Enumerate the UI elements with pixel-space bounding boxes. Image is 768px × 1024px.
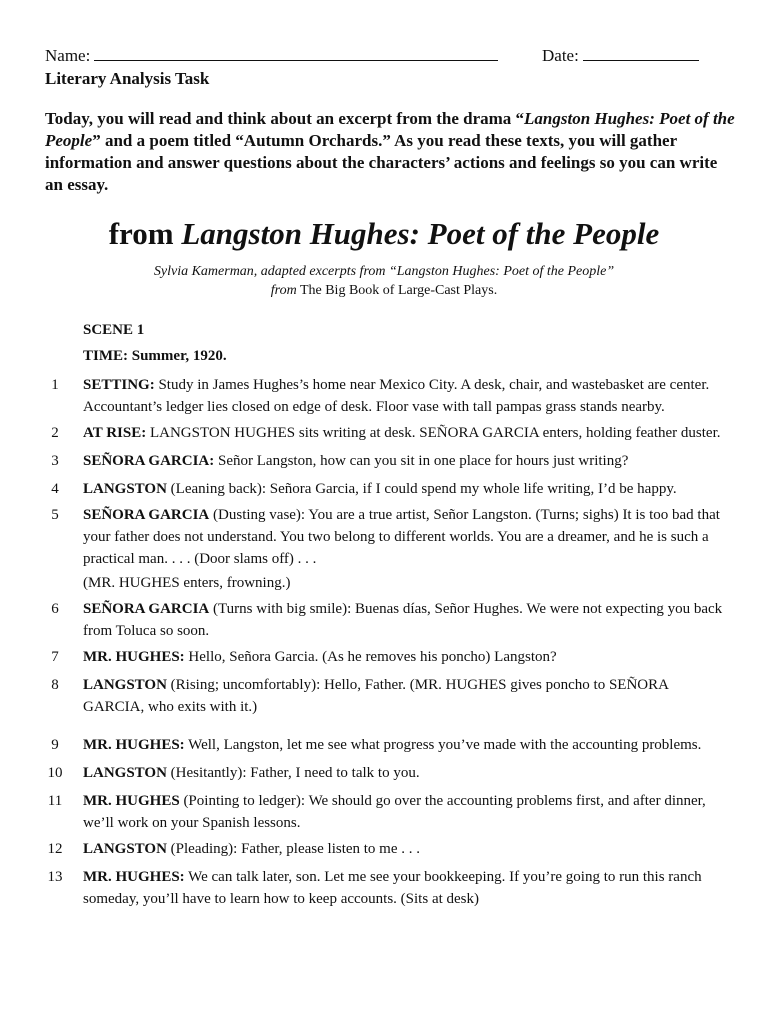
speaker: LANGSTON bbox=[83, 677, 167, 693]
speaker: MR. HUGHES: bbox=[83, 869, 185, 885]
line-number: 9 bbox=[51, 737, 59, 753]
line-number: 7 bbox=[51, 649, 59, 665]
name-label: Name: bbox=[45, 46, 91, 65]
drama-title-inline: Langston Hughes: Poet of the People bbox=[45, 109, 735, 150]
speaker: LANGSTON bbox=[83, 765, 167, 781]
task-title: Literary Analysis Task bbox=[45, 69, 210, 88]
line-number: 11 bbox=[47, 793, 63, 809]
line-number: 6 bbox=[51, 601, 59, 617]
citation bbox=[0, 262, 768, 300]
line-text: (Hesitantly): Father, I need to talk to you. bbox=[166, 765, 420, 781]
line-text: (Pointing to ledger): We should go over the accounting problems first, and after dinner, we’ll work on your Spanish lessons. bbox=[83, 793, 706, 831]
line-text: Hello, Señora Garcia. (As he removes his poncho) Langston? bbox=[184, 649, 557, 665]
line-text: (Leaning back): Señora Garcia, if I could spend my whole life writing, I’d be happy. bbox=[166, 481, 677, 497]
line-number: 10 bbox=[47, 765, 63, 781]
speaker: SEÑORA GARCIA bbox=[83, 601, 210, 617]
scene-heading: SCENE 1 bbox=[83, 322, 145, 338]
speaker: MR. HUGHES: bbox=[83, 737, 185, 753]
line-number: 3 bbox=[51, 453, 59, 469]
line-number: 2 bbox=[51, 425, 59, 441]
line-number: 12 bbox=[47, 841, 63, 857]
line-text: Well, Langston, let me see what progress you’ve made with the accounting problems. bbox=[184, 737, 702, 753]
date-blank-line bbox=[583, 46, 699, 61]
speaker: MR. HUGHES: bbox=[83, 649, 185, 665]
citation-line-1: Sylvia Kamerman, adapted excerpts from “Langston Hughes: Poet of the People” bbox=[153, 264, 615, 279]
stage-direction: (MR. HUGHES enters, frowning.) bbox=[83, 575, 291, 591]
date-row bbox=[542, 45, 699, 67]
date-label: Date: bbox=[542, 46, 579, 65]
speaker: AT RISE: bbox=[83, 425, 147, 441]
line-text: LANGSTON HUGHES sits writing at desk. SEÑORA GARCIA enters, holding feather duster. bbox=[146, 425, 721, 441]
line-text: (Rising; uncomfortably): Hello, Father. (MR. HUGHES gives poncho to SEÑORA GARCIA, who exits with it.) bbox=[83, 677, 669, 715]
speaker: LANGSTON bbox=[83, 841, 167, 857]
line-number: 5 bbox=[51, 507, 59, 523]
line-text: (Turns with big smile): Buenas días, Señor Hughes. We were not expecting you back from Toluca so soon. bbox=[83, 601, 723, 639]
line-text: Señor Langston, how can you sit in one place for hours just writing? bbox=[214, 453, 629, 469]
speaker: MR. HUGHES bbox=[83, 793, 180, 809]
speaker: SETTING: bbox=[83, 377, 155, 393]
speaker: LANGSTON bbox=[83, 481, 167, 497]
line-text: (Dusting vase): You are a true artist, Señor Langston. (Turns; sighs) It is too bad that your father does not understand. You two belong to different worlds. You are a dreamer, and he is such a practical man. . . . (Door slams off) . . . bbox=[83, 507, 720, 567]
line-number: 13 bbox=[47, 869, 63, 885]
line-number: 4 bbox=[51, 481, 59, 497]
line-text: Study in James Hughes’s home near Mexico City. A desk, chair, and wastebasket are center. Accountant’s ledger lies closed on edge of desk. Floor vase with tall pampas grass stands nearby. bbox=[83, 377, 710, 415]
intro-paragraph: Today, you will read and think about an excerpt from the drama “Langston Hughes: Poet of the People” and a poem titled “Autumn Orchards.” As you read these texts, you will gather information and answer questions about the characters’ actions and feelings so you can write an essay. bbox=[45, 109, 735, 194]
line-number: 1 bbox=[51, 377, 59, 393]
time-heading: TIME: Summer, 1920. bbox=[83, 348, 227, 364]
line-text: We can talk later, son. Let me see your bookkeeping. If you’re going to run this ranch someday, you’ll have to learn how to keep accounts. (Sits at desk) bbox=[83, 869, 702, 907]
speaker: SEÑORA GARCIA: bbox=[83, 453, 215, 469]
name-blank-line bbox=[94, 46, 498, 61]
speaker: SEÑORA GARCIA bbox=[83, 507, 210, 523]
line-text: (Pleading): Father, please listen to me . . . bbox=[166, 841, 421, 857]
name-row bbox=[45, 45, 498, 67]
citation-line-2: from The Big Book of Large-Cast Plays. bbox=[270, 283, 498, 298]
drama-title: from Langston Hughes: Poet of the People bbox=[108, 216, 660, 251]
line-number: 8 bbox=[51, 677, 59, 693]
